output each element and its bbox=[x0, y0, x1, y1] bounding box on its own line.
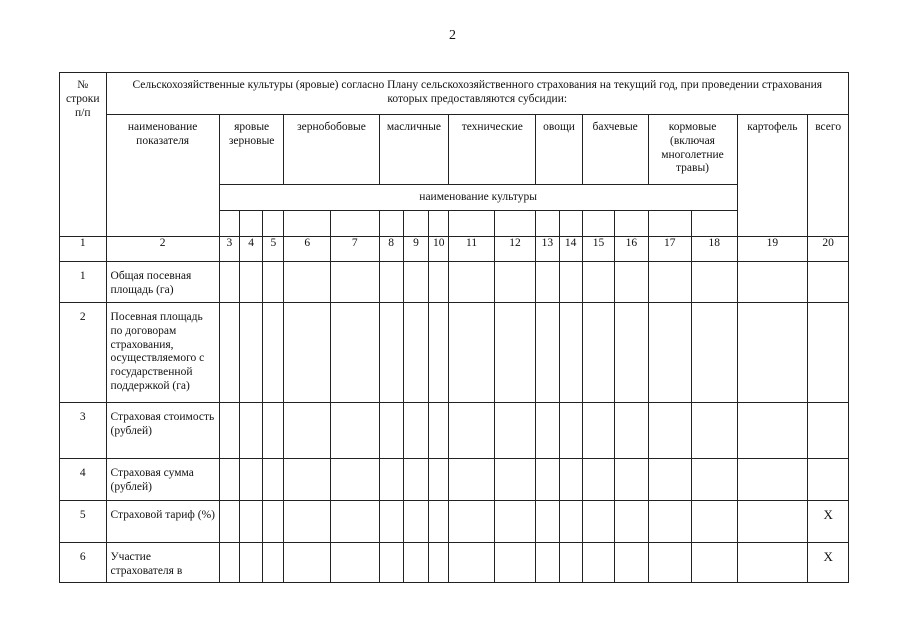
page-number: 2 bbox=[449, 28, 456, 43]
value-cell bbox=[449, 262, 495, 303]
value-cell bbox=[331, 459, 380, 501]
group-oilseeds: масличные bbox=[379, 115, 449, 185]
row-label: Страховая сумма (рублей) bbox=[106, 459, 219, 501]
value-cell bbox=[403, 303, 428, 403]
culture-name-cell bbox=[284, 211, 331, 237]
culture-name-header: наименование культуры bbox=[219, 185, 737, 211]
value-cell bbox=[240, 543, 263, 583]
culture-name-cell bbox=[648, 211, 691, 237]
subsidy-crops-table bbox=[59, 72, 849, 583]
column-number: 20 bbox=[808, 237, 849, 262]
column-number: 12 bbox=[494, 237, 535, 262]
value-cell bbox=[429, 501, 449, 543]
culture-name-cell bbox=[559, 211, 582, 237]
value-cell bbox=[582, 501, 614, 543]
value-cell bbox=[284, 543, 331, 583]
group-legumes: зернобобовые bbox=[284, 115, 379, 185]
row-number: 4 bbox=[60, 459, 107, 501]
column-number: 15 bbox=[582, 237, 614, 262]
value-cell bbox=[379, 501, 403, 543]
value-cell bbox=[284, 403, 331, 459]
value-cell bbox=[692, 459, 738, 501]
culture-name-cell bbox=[449, 211, 495, 237]
column-number: 4 bbox=[240, 237, 263, 262]
value-cell bbox=[692, 303, 738, 403]
value-cell bbox=[536, 501, 559, 543]
value-cell bbox=[559, 303, 582, 403]
value-cell bbox=[648, 459, 691, 501]
column-number: 1 bbox=[60, 237, 107, 262]
value-cell bbox=[379, 543, 403, 583]
column-numbers-row bbox=[60, 237, 849, 262]
value-cell bbox=[331, 403, 380, 459]
table-row bbox=[60, 543, 849, 583]
culture-name-cell bbox=[263, 211, 284, 237]
table-row bbox=[60, 501, 849, 543]
value-cell bbox=[582, 403, 614, 459]
value-cell bbox=[429, 262, 449, 303]
column-number: 5 bbox=[263, 237, 284, 262]
value-cell bbox=[582, 303, 614, 403]
value-cell bbox=[494, 303, 535, 403]
column-number: 13 bbox=[536, 237, 559, 262]
culture-name-cell bbox=[494, 211, 535, 237]
value-cell bbox=[429, 303, 449, 403]
value-cell bbox=[615, 403, 648, 459]
column-number: 8 bbox=[379, 237, 403, 262]
value-cell bbox=[284, 303, 331, 403]
culture-name-cell bbox=[240, 211, 263, 237]
row-number: 6 bbox=[60, 543, 107, 583]
value-cell bbox=[559, 543, 582, 583]
row-number: 1 bbox=[60, 262, 107, 303]
value-cell bbox=[429, 543, 449, 583]
column-number: 7 bbox=[331, 237, 380, 262]
value-cell bbox=[615, 543, 648, 583]
total-cell bbox=[808, 262, 849, 303]
table-row bbox=[60, 403, 849, 459]
value-cell bbox=[692, 262, 738, 303]
value-cell bbox=[536, 459, 559, 501]
column-number: 9 bbox=[403, 237, 428, 262]
value-cell bbox=[582, 543, 614, 583]
value-cell bbox=[449, 543, 495, 583]
group-industrial: технические bbox=[449, 115, 536, 185]
group-forage: кормовые (включая многолетние травы) bbox=[648, 115, 737, 185]
value-cell bbox=[494, 403, 535, 459]
value-cell bbox=[379, 403, 403, 459]
culture-name-cell bbox=[219, 211, 239, 237]
value-cell bbox=[559, 262, 582, 303]
value-cell bbox=[263, 543, 284, 583]
value-cell bbox=[219, 459, 239, 501]
value-cell bbox=[449, 501, 495, 543]
value-cell bbox=[494, 459, 535, 501]
value-cell bbox=[219, 262, 239, 303]
value-cell bbox=[692, 403, 738, 459]
value-cell bbox=[536, 403, 559, 459]
value-cell bbox=[737, 303, 808, 403]
value-cell bbox=[403, 501, 428, 543]
row-number: 5 bbox=[60, 501, 107, 543]
column-number: 18 bbox=[692, 237, 738, 262]
table-row bbox=[60, 459, 849, 501]
value-cell bbox=[615, 459, 648, 501]
value-cell bbox=[240, 303, 263, 403]
table-title: Сельскохозяйственные культуры (яровые) согласно Плану сельскохозяйственного страхования на текущий год, при проведении страхования которых предоставляются субсидии: bbox=[106, 73, 848, 115]
value-cell bbox=[582, 262, 614, 303]
total-cell bbox=[808, 403, 849, 459]
group-total: всего bbox=[808, 115, 849, 237]
total-cell bbox=[808, 303, 849, 403]
value-cell bbox=[692, 543, 738, 583]
column-number: 14 bbox=[559, 237, 582, 262]
row-label: Страховой тариф (%) bbox=[106, 501, 219, 543]
value-cell bbox=[284, 262, 331, 303]
culture-name-cell bbox=[615, 211, 648, 237]
value-cell bbox=[284, 459, 331, 501]
value-cell bbox=[737, 543, 808, 583]
value-cell bbox=[536, 303, 559, 403]
value-cell bbox=[379, 262, 403, 303]
column-number: 17 bbox=[648, 237, 691, 262]
value-cell bbox=[648, 403, 691, 459]
indicator-name-header: наименование показателя bbox=[106, 115, 219, 237]
value-cell bbox=[240, 262, 263, 303]
culture-name-cell bbox=[331, 211, 380, 237]
column-number: 10 bbox=[429, 237, 449, 262]
value-cell bbox=[494, 262, 535, 303]
value-cell bbox=[403, 459, 428, 501]
value-cell bbox=[219, 501, 239, 543]
culture-name-cell bbox=[536, 211, 559, 237]
value-cell bbox=[403, 262, 428, 303]
value-cell bbox=[494, 501, 535, 543]
value-cell bbox=[403, 543, 428, 583]
value-cell bbox=[429, 459, 449, 501]
value-cell bbox=[240, 459, 263, 501]
value-cell bbox=[331, 543, 380, 583]
value-cell bbox=[263, 262, 284, 303]
value-cell bbox=[648, 501, 691, 543]
value-cell bbox=[494, 543, 535, 583]
value-cell bbox=[263, 303, 284, 403]
value-cell bbox=[240, 403, 263, 459]
table-row bbox=[60, 262, 849, 303]
value-cell bbox=[379, 303, 403, 403]
value-cell bbox=[615, 501, 648, 543]
value-cell bbox=[449, 403, 495, 459]
row-label: Общая посевная площадь (га) bbox=[106, 262, 219, 303]
value-cell bbox=[559, 403, 582, 459]
value-cell bbox=[263, 403, 284, 459]
culture-name-cell bbox=[429, 211, 449, 237]
row-label: Страховая стоимость (рублей) bbox=[106, 403, 219, 459]
culture-name-cell bbox=[379, 211, 403, 237]
value-cell bbox=[284, 501, 331, 543]
value-cell bbox=[379, 459, 403, 501]
value-cell bbox=[429, 403, 449, 459]
column-number: 19 bbox=[737, 237, 808, 262]
row-label: Участие страхователя в bbox=[106, 543, 219, 583]
value-cell bbox=[263, 501, 284, 543]
table-row bbox=[60, 303, 849, 403]
culture-name-cell bbox=[403, 211, 428, 237]
row-number: 3 bbox=[60, 403, 107, 459]
value-cell bbox=[219, 543, 239, 583]
column-number: 6 bbox=[284, 237, 331, 262]
value-cell bbox=[559, 459, 582, 501]
value-cell bbox=[331, 303, 380, 403]
value-cell bbox=[449, 303, 495, 403]
value-cell bbox=[615, 262, 648, 303]
row-number: 2 bbox=[60, 303, 107, 403]
value-cell bbox=[403, 403, 428, 459]
value-cell bbox=[263, 459, 284, 501]
column-number: 11 bbox=[449, 237, 495, 262]
value-cell bbox=[449, 459, 495, 501]
value-cell bbox=[737, 501, 808, 543]
value-cell bbox=[615, 303, 648, 403]
value-cell bbox=[582, 459, 614, 501]
value-cell bbox=[737, 403, 808, 459]
value-cell bbox=[648, 262, 691, 303]
total-cell: X bbox=[808, 501, 849, 543]
group-melons: бахчевые bbox=[582, 115, 648, 185]
value-cell bbox=[219, 403, 239, 459]
group-vegetables: овощи bbox=[536, 115, 583, 185]
value-cell bbox=[331, 262, 380, 303]
group-potato: картофель bbox=[737, 115, 808, 237]
column-number: 16 bbox=[615, 237, 648, 262]
value-cell bbox=[737, 262, 808, 303]
row-number-header: № строки п/п bbox=[60, 73, 107, 237]
total-cell: X bbox=[808, 543, 849, 583]
value-cell bbox=[559, 501, 582, 543]
total-cell bbox=[808, 459, 849, 501]
culture-name-cell bbox=[692, 211, 738, 237]
row-label: Посевная площадь по договорам страхования, осуществляемого с государственной поддержкой (га) bbox=[106, 303, 219, 403]
value-cell bbox=[536, 262, 559, 303]
value-cell bbox=[331, 501, 380, 543]
value-cell bbox=[536, 543, 559, 583]
value-cell bbox=[240, 501, 263, 543]
group-spring-grain: яровые зерновые bbox=[219, 115, 284, 185]
culture-name-cell bbox=[582, 211, 614, 237]
value-cell bbox=[648, 543, 691, 583]
column-number: 3 bbox=[219, 237, 239, 262]
value-cell bbox=[737, 459, 808, 501]
value-cell bbox=[648, 303, 691, 403]
value-cell bbox=[219, 303, 239, 403]
column-number: 2 bbox=[106, 237, 219, 262]
value-cell bbox=[692, 501, 738, 543]
